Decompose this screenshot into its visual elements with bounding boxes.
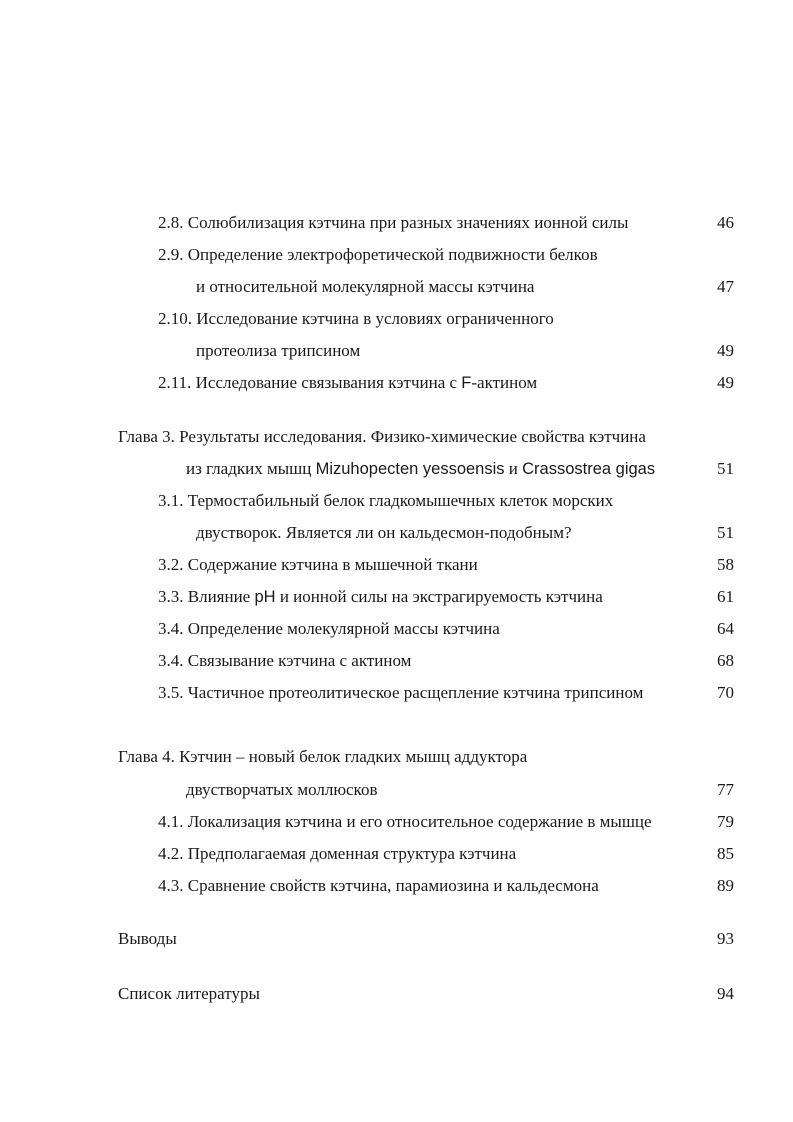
toc-chapter-title: Глава 3. Результаты исследования. Физико-химические свойства кэтчина [118, 427, 646, 446]
toc-entry-title: 3.4. Связывание кэтчина с актином [158, 651, 412, 670]
toc-entry-title: 2.11. Исследование связывания кэтчина с F-актином [158, 373, 538, 392]
toc-entry-title: 3.2. Содержание кэтчина в мышечной ткани [158, 555, 478, 574]
toc-chapter-title: Глава 4. Кэтчин – новый белок гладких мышц аддуктора [118, 747, 528, 766]
toc-entry-page: 46 [717, 213, 734, 232]
toc-entry-page: 89 [717, 876, 734, 895]
toc-entry-title-cont: и относительной молекулярной массы кэтчина [196, 277, 535, 296]
toc-entry-page: 94 [717, 984, 734, 1003]
toc-entry-page: 93 [717, 929, 734, 948]
toc-entry-page: 49 [717, 341, 734, 360]
toc-entry-page: 51 [717, 459, 734, 478]
toc-chapter-title-cont: двустворчатых моллюсков [186, 780, 378, 799]
toc-entry-title: 2.10. Исследование кэтчина в условиях ограниченного [158, 309, 554, 328]
species-name-1: Mizuhopecten yessoensis [315, 460, 505, 478]
toc-entry-page: 47 [717, 277, 734, 296]
toc-entry-page: 70 [717, 683, 734, 702]
toc-entry-title: Список литературы [118, 984, 260, 1003]
toc-entry-title: 4.1. Локализация кэтчина и его относительное содержание в мышце [158, 812, 652, 831]
toc-entry-title: 3.3. Влияние pH и ионной силы на экстрагируемость кэтчина [158, 587, 603, 606]
toc-entry-page: 68 [717, 651, 734, 670]
toc-entry-page: 79 [717, 812, 734, 831]
toc-entry-title: 2.9. Определение электрофоретической подвижности белков [158, 245, 598, 264]
toc-entry-title: 3.1. Термостабильный белок гладкомышечных клеток морских [158, 491, 614, 510]
toc-entry-title: 2.8. Солюбилизация кэтчина при разных значениях ионной силы [158, 213, 629, 232]
toc-entry-title: 3.5. Частичное протеолитическое расщепление кэтчина трипсином [158, 683, 644, 702]
toc-entry-page: 85 [717, 844, 734, 863]
toc-entry-title: 4.2. Предполагаемая доменная структура кэтчина [158, 844, 517, 863]
toc-entry-page: 58 [717, 555, 734, 574]
toc-entry-page: 51 [717, 523, 734, 542]
species-name-2: Crassostrea gigas [522, 460, 656, 478]
toc-entry-page: 77 [717, 780, 734, 799]
toc-entry-title-cont: двустворок. Является ли он кальдесмон-подобным? [196, 523, 572, 542]
toc-entry-title-cont: протеолиза трипсином [196, 341, 361, 360]
toc-entry-title: Выводы [118, 929, 177, 948]
toc-chapter-title-cont: из гладких мышц Mizuhopecten yessoensis и Crassostrea gigas [186, 459, 656, 478]
toc-entry-page: 64 [717, 619, 734, 638]
toc-entry-title: 4.3. Сравнение свойств кэтчина, парамиозина и кальдесмона [158, 876, 599, 895]
toc-entry-page: 61 [717, 587, 734, 606]
toc-entry-page: 49 [717, 373, 734, 392]
toc-entry-title: 3.4. Определение молекулярной массы кэтчина [158, 619, 500, 638]
